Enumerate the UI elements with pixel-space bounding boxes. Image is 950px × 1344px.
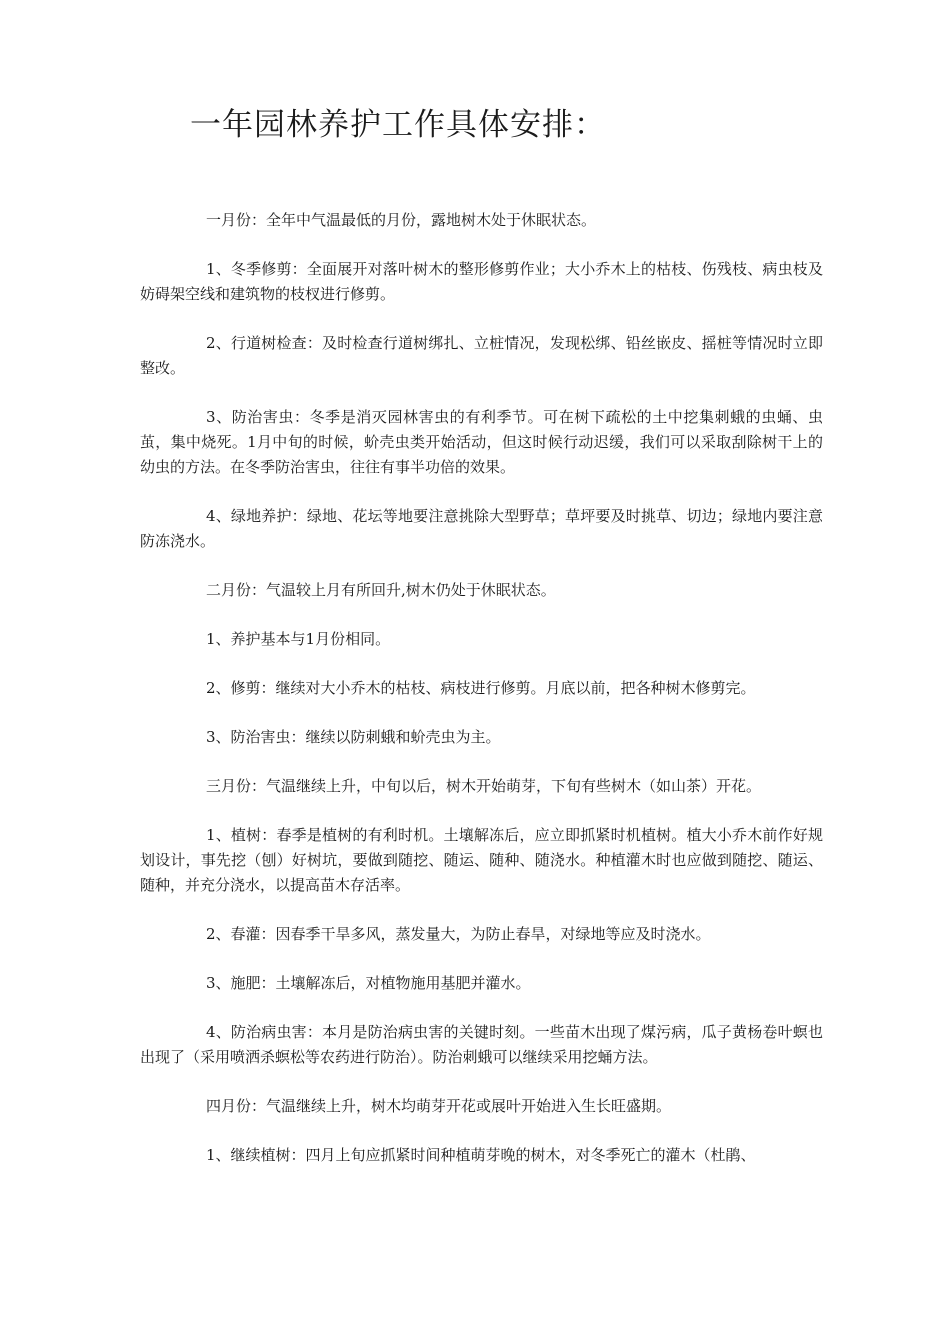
document-body xyxy=(140,208,823,1168)
paragraph-february-pests: 3、防治害虫：继续以防刺蛾和蚧壳虫为主。 xyxy=(206,728,501,746)
paragraph-january-street-trees: 2、行道树检查：及时检查行道树绑扎、立桩情况，发现松绑、铅丝嵌皮、摇桩等情况时立即整改。 xyxy=(140,334,823,377)
paragraph-march-irrigation: 2、春灌：因春季干旱多风，蒸发量大，为防止春旱，对绿地等应及时浇水。 xyxy=(206,925,711,943)
paragraph-january-pruning: 1、冬季修剪：全面展开对落叶树木的整形修剪作业；大小乔木上的枯枝、伤残枝、病虫枝及妨碍架空线和建筑物的枝杈进行修剪。 xyxy=(140,260,823,303)
paragraph-april-planting: 1、继续植树：四月上旬应抓紧时间种植萌芽晚的树木，对冬季死亡的灌木（杜鹃、 xyxy=(206,1146,756,1164)
paragraph-march-pests: 4、防治病虫害：本月是防治病虫害的关键时刻。一些苗木出现了煤污病，瓜子黄杨卷叶螟也出现了（采用喷洒杀螟松等农药进行防治）。防治刺蛾可以继续采用挖蛹方法。 xyxy=(140,1023,823,1066)
paragraph-january-greenland: 4、绿地养护：绿地、花坛等地要注意挑除大型野草；草坪要及时挑草、切边；绿地内要注意防冻浇水。 xyxy=(140,507,823,550)
paragraph-january-intro: 一月份：全年中气温最低的月份，露地树木处于休眠状态。 xyxy=(206,211,597,229)
paragraph-february-maintenance: 1、养护基本与1月份相同。 xyxy=(206,630,391,648)
paragraph-january-pests: 3、防治害虫：冬季是消灭园林害虫的有利季节。可在树下疏松的土中挖集刺蛾的虫蛹、虫茧，集中烧死。1月中旬的时候，蚧壳虫类开始活动，但这时候行动迟缓，我们可以采取刮除树干上的幼虫的方法。在冬季防治害虫，往往有事半功倍的效果。 xyxy=(140,408,823,476)
paragraph-april-intro: 四月份：气温继续上升，树木均萌芽开花或展叶开始进入生长旺盛期。 xyxy=(206,1097,672,1115)
paragraph-march-planting: 1、植树：春季是植树的有利时机。土壤解冻后，应立即抓紧时机植树。植大小乔木前作好规划设计，事先挖（刨）好树坑，要做到随挖、随运、随种、随浇水。种植灌木时也应做到随挖、随运、随种，并充分浇水，以提高苗木存活率。 xyxy=(140,826,823,894)
paragraph-march-fertilizing: 3、施肥：土壤解冻后，对植物施用基肥并灌水。 xyxy=(206,974,531,992)
document-title: 一年园林养护工作具体安排： xyxy=(190,107,606,143)
paragraph-march-intro: 三月份：气温继续上升，中旬以后，树木开始萌芽，下旬有些树木（如山茶）开花。 xyxy=(206,777,762,795)
paragraph-february-pruning: 2、修剪：继续对大小乔木的枯枝、病枝进行修剪。月底以前，把各种树木修剪完。 xyxy=(206,679,756,697)
paragraph-february-intro: 二月份：气温较上月有所回升,树木仍处于休眠状态。 xyxy=(206,581,556,599)
